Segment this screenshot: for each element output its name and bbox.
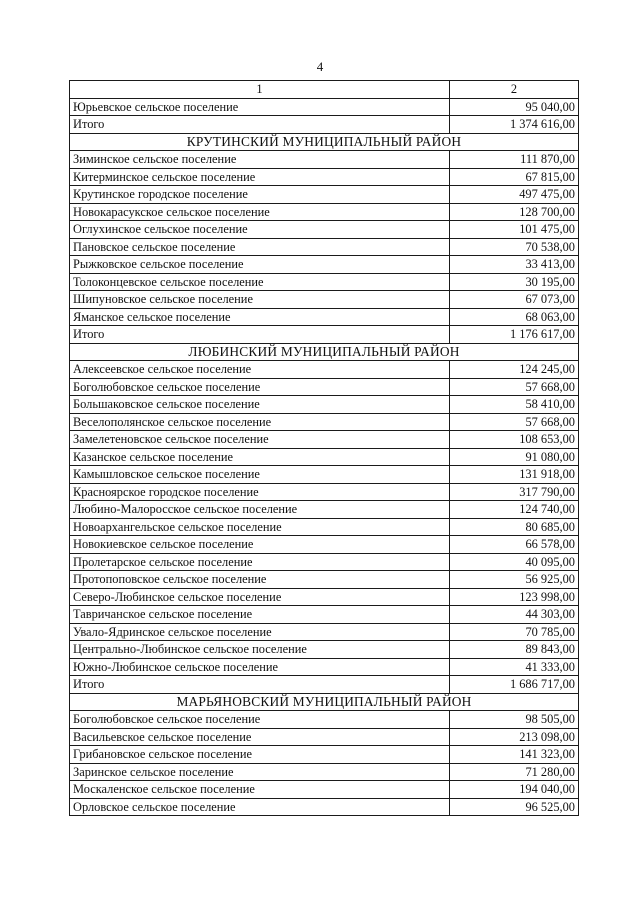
settlement-name: Толоконцевское сельское поселение — [70, 273, 450, 291]
table-row — [70, 728, 579, 746]
amount-value: 44 303,00 — [450, 606, 579, 624]
column-number-row — [70, 81, 579, 99]
column-number-1: 1 — [70, 81, 450, 99]
table-row — [70, 641, 579, 659]
amount-value: 124 740,00 — [450, 501, 579, 519]
settlement-name: Итого — [70, 676, 450, 694]
table-row — [70, 238, 579, 256]
settlement-name: Юрьевское сельское поселение — [70, 98, 450, 116]
settlement-name: Пролетарское сельское поселение — [70, 553, 450, 571]
table-row — [70, 168, 579, 186]
amount-value: 33 413,00 — [450, 256, 579, 274]
table-row — [70, 221, 579, 239]
amount-value: 95 040,00 — [450, 98, 579, 116]
settlement-name: Орловское сельское поселение — [70, 798, 450, 816]
settlement-name: Оглухинское сельское поселение — [70, 221, 450, 239]
table-row — [70, 536, 579, 554]
table-row — [70, 308, 579, 326]
settlement-name: Итого — [70, 116, 450, 134]
table-row — [70, 361, 579, 379]
district-title: МАРЬЯНОВСКИЙ МУНИЦИПАЛЬНЫЙ РАЙОН — [70, 693, 579, 711]
amount-value: 131 918,00 — [450, 466, 579, 484]
table-row — [70, 763, 579, 781]
settlement-name: Пановское сельское поселение — [70, 238, 450, 256]
settlement-name: Рыжковское сельское поселение — [70, 256, 450, 274]
amount-value: 70 785,00 — [450, 623, 579, 641]
amount-value: 56 925,00 — [450, 571, 579, 589]
amount-value: 67 073,00 — [450, 291, 579, 309]
amount-value: 128 700,00 — [450, 203, 579, 221]
amount-value: 111 870,00 — [450, 151, 579, 169]
table-row — [70, 518, 579, 536]
table-row — [70, 186, 579, 204]
total-row — [70, 676, 579, 694]
table-row — [70, 711, 579, 729]
settlement-name: Новоархангельское сельское поселение — [70, 518, 450, 536]
table-row — [70, 273, 579, 291]
amount-value: 1 176 617,00 — [450, 326, 579, 344]
settlement-name: Протопоповское сельское поселение — [70, 571, 450, 589]
settlement-name: Красноярское городское поселение — [70, 483, 450, 501]
amount-value: 497 475,00 — [450, 186, 579, 204]
amount-value: 96 525,00 — [450, 798, 579, 816]
table-row — [70, 606, 579, 624]
settlement-name: Боголюбовское сельское поселение — [70, 378, 450, 396]
table-row — [70, 396, 579, 414]
table-row — [70, 203, 579, 221]
district-title: КРУТИНСКИЙ МУНИЦИПАЛЬНЫЙ РАЙОН — [70, 133, 579, 151]
amount-value: 67 815,00 — [450, 168, 579, 186]
settlement-name: Северо-Любинское сельское поселение — [70, 588, 450, 606]
settlement-name: Итого — [70, 326, 450, 344]
settlement-name: Шипуновское сельское поселение — [70, 291, 450, 309]
district-header-row — [70, 343, 579, 361]
amount-value: 213 098,00 — [450, 728, 579, 746]
amount-value: 1 686 717,00 — [450, 676, 579, 694]
table-body — [70, 81, 579, 816]
amount-value: 141 323,00 — [450, 746, 579, 764]
amount-value: 40 095,00 — [450, 553, 579, 571]
table-row — [70, 588, 579, 606]
table-row — [70, 378, 579, 396]
amount-value: 108 653,00 — [450, 431, 579, 449]
settlement-name: Замелетеновское сельское поселение — [70, 431, 450, 449]
allocation-table — [69, 80, 579, 816]
settlement-name: Камышловское сельское поселение — [70, 466, 450, 484]
settlement-name: Грибановское сельское поселение — [70, 746, 450, 764]
table-row — [70, 501, 579, 519]
settlement-name: Васильевское сельское поселение — [70, 728, 450, 746]
table-row — [70, 781, 579, 799]
column-number-2: 2 — [450, 81, 579, 99]
table-row — [70, 151, 579, 169]
table-row — [70, 448, 579, 466]
table-row — [70, 431, 579, 449]
table-row — [70, 746, 579, 764]
table-row — [70, 256, 579, 274]
amount-value: 58 410,00 — [450, 396, 579, 414]
settlement-name: Новокиевское сельское поселение — [70, 536, 450, 554]
settlement-name: Любино-Малоросское сельское поселение — [70, 501, 450, 519]
settlement-name: Увало-Ядринское сельское поселение — [70, 623, 450, 641]
table-row — [70, 291, 579, 309]
settlement-name: Казанское сельское поселение — [70, 448, 450, 466]
amount-value: 68 063,00 — [450, 308, 579, 326]
table-row — [70, 98, 579, 116]
amount-value: 91 080,00 — [450, 448, 579, 466]
amount-value: 71 280,00 — [450, 763, 579, 781]
amount-value: 89 843,00 — [450, 641, 579, 659]
amount-value: 57 668,00 — [450, 413, 579, 431]
district-header-row — [70, 133, 579, 151]
amount-value: 70 538,00 — [450, 238, 579, 256]
table-row — [70, 571, 579, 589]
amount-value: 98 505,00 — [450, 711, 579, 729]
settlement-name: Заринское сельское поселение — [70, 763, 450, 781]
amount-value: 317 790,00 — [450, 483, 579, 501]
table-row — [70, 623, 579, 641]
table-row — [70, 413, 579, 431]
settlement-name: Новокарасукское сельское поселение — [70, 203, 450, 221]
amount-value: 194 040,00 — [450, 781, 579, 799]
amount-value: 30 195,00 — [450, 273, 579, 291]
district-header-row — [70, 693, 579, 711]
settlement-name: Боголюбовское сельское поселение — [70, 711, 450, 729]
total-row — [70, 326, 579, 344]
settlement-name: Тавричанское сельское поселение — [70, 606, 450, 624]
page-number: 4 — [316, 59, 324, 74]
district-title: ЛЮБИНСКИЙ МУНИЦИПАЛЬНЫЙ РАЙОН — [70, 343, 579, 361]
table-row — [70, 553, 579, 571]
settlement-name: Южно-Любинское сельское поселение — [70, 658, 450, 676]
amount-value: 57 668,00 — [450, 378, 579, 396]
settlement-name: Алексеевское сельское поселение — [70, 361, 450, 379]
settlement-name: Большаковское сельское поселение — [70, 396, 450, 414]
table-row — [70, 466, 579, 484]
settlement-name: Веселополянское сельское поселение — [70, 413, 450, 431]
settlement-name: Зиминское сельское поселение — [70, 151, 450, 169]
amount-value: 123 998,00 — [450, 588, 579, 606]
settlement-name: Китерминское сельское поселение — [70, 168, 450, 186]
amount-value: 101 475,00 — [450, 221, 579, 239]
amount-value: 41 333,00 — [450, 658, 579, 676]
settlement-name: Центрально-Любинское сельское поселение — [70, 641, 450, 659]
settlement-name: Яманское сельское поселение — [70, 308, 450, 326]
table-row — [70, 658, 579, 676]
amount-value: 1 374 616,00 — [450, 116, 579, 134]
amount-value: 66 578,00 — [450, 536, 579, 554]
total-row — [70, 116, 579, 134]
amount-value: 80 685,00 — [450, 518, 579, 536]
table-row — [70, 798, 579, 816]
settlement-name: Крутинское городское поселение — [70, 186, 450, 204]
amount-value: 124 245,00 — [450, 361, 579, 379]
table-row — [70, 483, 579, 501]
settlement-name: Москаленское сельское поселение — [70, 781, 450, 799]
